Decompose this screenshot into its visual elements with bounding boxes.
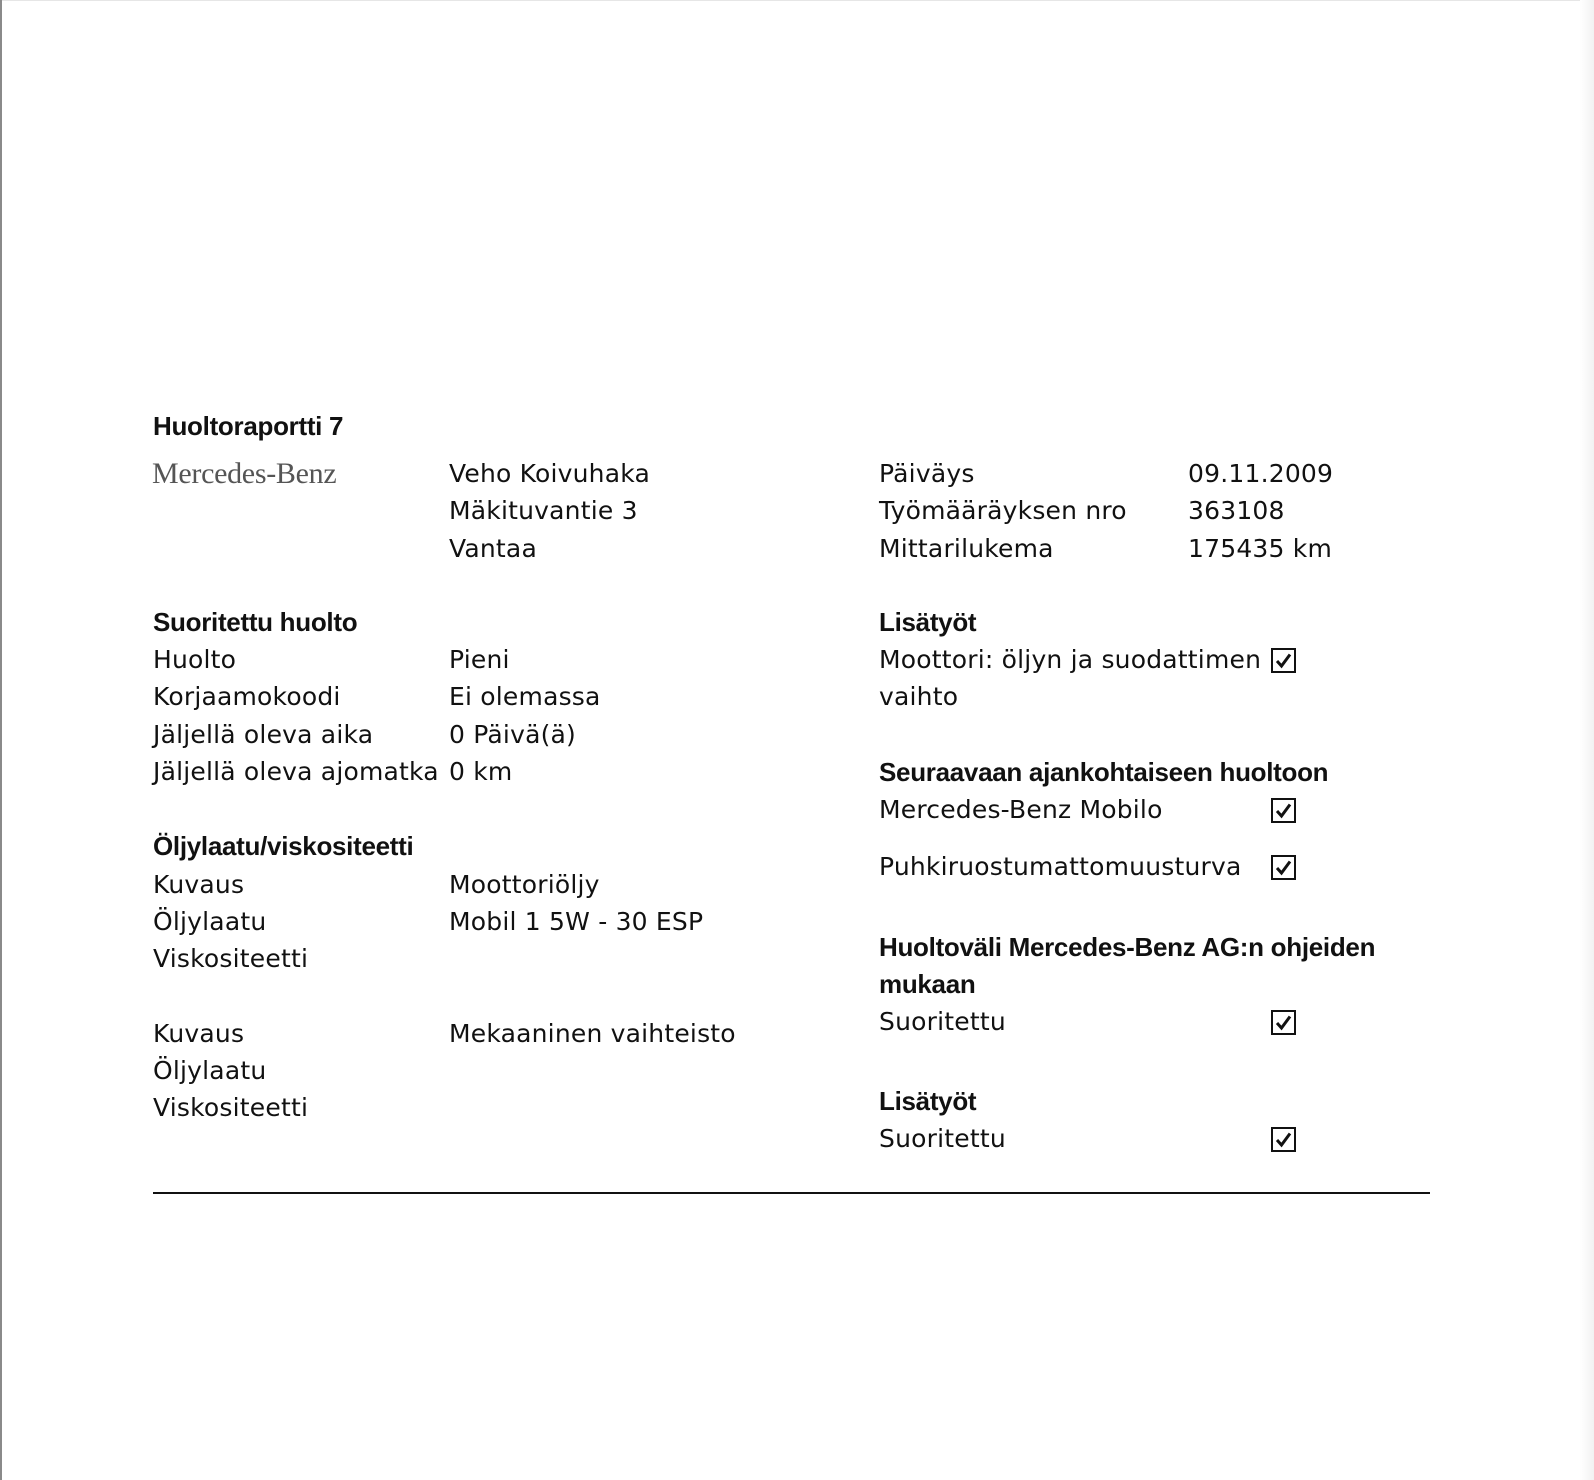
service-label: Korjaamokoodi — [153, 682, 341, 711]
oil-label: Kuvaus — [153, 870, 245, 899]
dealer-name: Veho Koivuhaka — [449, 459, 650, 488]
date-value: 09.11.2009 — [1188, 459, 1334, 488]
next-service-item-label: Puhkiruostumattomuusturva — [879, 852, 1242, 881]
oil-value: Mekaaninen vaihteisto — [449, 1019, 736, 1048]
oil-label: Öljylaatu — [153, 1056, 267, 1085]
service-value: Ei olemassa — [449, 682, 601, 711]
service-value: Pieni — [449, 645, 510, 674]
odometer-value: 175435 km — [1188, 534, 1333, 563]
checkbox-checked-icon[interactable] — [1271, 648, 1296, 673]
oil-label: Viskositeetti — [153, 944, 309, 973]
checkbox-checked-icon[interactable] — [1271, 1127, 1296, 1152]
extra-work-2-heading: Lisätyöt — [879, 1086, 977, 1116]
interval-heading-line1: Huoltoväli Mercedes-Benz AG:n ohjeiden — [879, 932, 1376, 962]
brand-logo: Mercedes-Benz — [152, 457, 337, 490]
service-label: Jäljellä oleva aika — [153, 720, 374, 749]
oil-heading: Öljylaatu/viskositeetti — [153, 831, 414, 861]
order-label: Työmääräyksen nro — [879, 496, 1127, 525]
interval-heading-line2: mukaan — [879, 969, 976, 999]
report-title: Huoltoraportti 7 — [153, 411, 344, 441]
extra-work-heading: Lisätyöt — [879, 607, 977, 637]
page-edge-right — [1580, 0, 1594, 1480]
service-value: 0 Päivä(ä) — [449, 720, 577, 749]
checkbox-checked-icon[interactable] — [1271, 1010, 1296, 1035]
dealer-city: Vantaa — [449, 534, 537, 563]
extra-work-item-line1: Moottori: öljyn ja suodattimen — [879, 645, 1262, 674]
next-service-heading: Seuraavaan ajankohtaiseen huoltoon — [879, 757, 1329, 787]
divider-line — [153, 1192, 1430, 1194]
dealer-street: Mäkituvantie 3 — [449, 496, 638, 525]
service-heading: Suoritettu huolto — [153, 607, 358, 637]
service-label: Jäljellä oleva ajomatka — [153, 757, 439, 786]
oil-value: Moottoriöljy — [449, 870, 600, 899]
interval-item-label: Suoritettu — [879, 1007, 1006, 1036]
service-label: Huolto — [153, 645, 237, 674]
extra-work-2-item-label: Suoritettu — [879, 1124, 1006, 1153]
date-label: Päiväys — [879, 459, 975, 488]
checkbox-checked-icon[interactable] — [1271, 855, 1296, 880]
oil-label: Viskositeetti — [153, 1093, 309, 1122]
oil-value: Mobil 1 5W - 30 ESP — [449, 907, 704, 936]
service-value: 0 km — [449, 757, 513, 786]
checkbox-checked-icon[interactable] — [1271, 798, 1296, 823]
oil-label: Öljylaatu — [153, 907, 267, 936]
oil-label: Kuvaus — [153, 1019, 245, 1048]
page-edge-left — [0, 0, 2, 1480]
next-service-item-label: Mercedes-Benz Mobilo — [879, 795, 1163, 824]
extra-work-item-line2: vaihto — [879, 682, 959, 711]
order-value: 363108 — [1188, 496, 1285, 525]
page-edge-top — [0, 0, 1594, 1]
odometer-label: Mittarilukema — [879, 534, 1054, 563]
